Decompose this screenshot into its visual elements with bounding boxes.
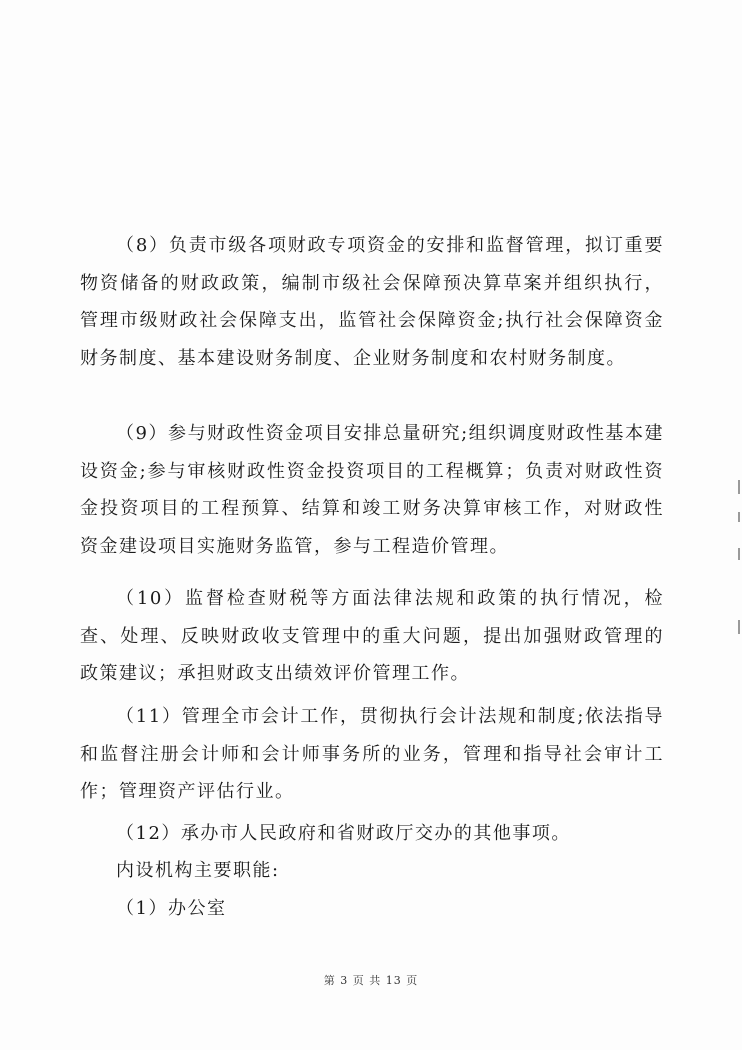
scan-edge-mark <box>738 548 740 560</box>
scan-edge-mark <box>738 620 740 634</box>
subsection-heading: （1）办公室 <box>116 898 227 919</box>
paragraph-9: （9）参与财政性资金项目安排总量研究;组织调度财政性基本建设资金;参与审核财政性资金投资项目的工程概算；负责对财政性资金投资项目的工程预算、结算和竣工财务决算审核工作，对财政性资金建设项目实施财务监管，参与工程造价管理。 <box>80 423 664 557</box>
paragraph-12: （12）承办市人民政府和省财政厅交办的其他事项。 <box>116 823 571 844</box>
page-number-footer: 第 3 页 共 13 页 <box>323 974 419 987</box>
scan-edge-mark <box>738 480 740 494</box>
scan-edge-mark <box>738 512 740 522</box>
paragraph-11: （11）管理全市会计工作，贯彻执行会计法规和制度;依法指导和监督注册会计师和会计师事务所的业务，管理和指导社会审计工作；管理资产评估行业。 <box>80 706 664 802</box>
section-title: 内设机构主要职能: <box>116 860 280 881</box>
paragraph-10: （10）监督检查财税等方面法律法规和政策的执行情况，检查、处理、反映财政收支管理中的重大问题，提出加强财政管理的政策建议；承担财政支出绩效评价管理工作。 <box>80 588 664 684</box>
paragraph-8: （8）负责市级各项财政专项资金的安排和监督管理，拟订重要物资储备的财政政策，编制市级社会保障预决算草案并组织执行，管理市级财政社会保障支出，监管社会保障资金;执行社会保障资金财务制度、基本建设财务制度、企业财务制度和农村财务制度。 <box>80 235 664 369</box>
